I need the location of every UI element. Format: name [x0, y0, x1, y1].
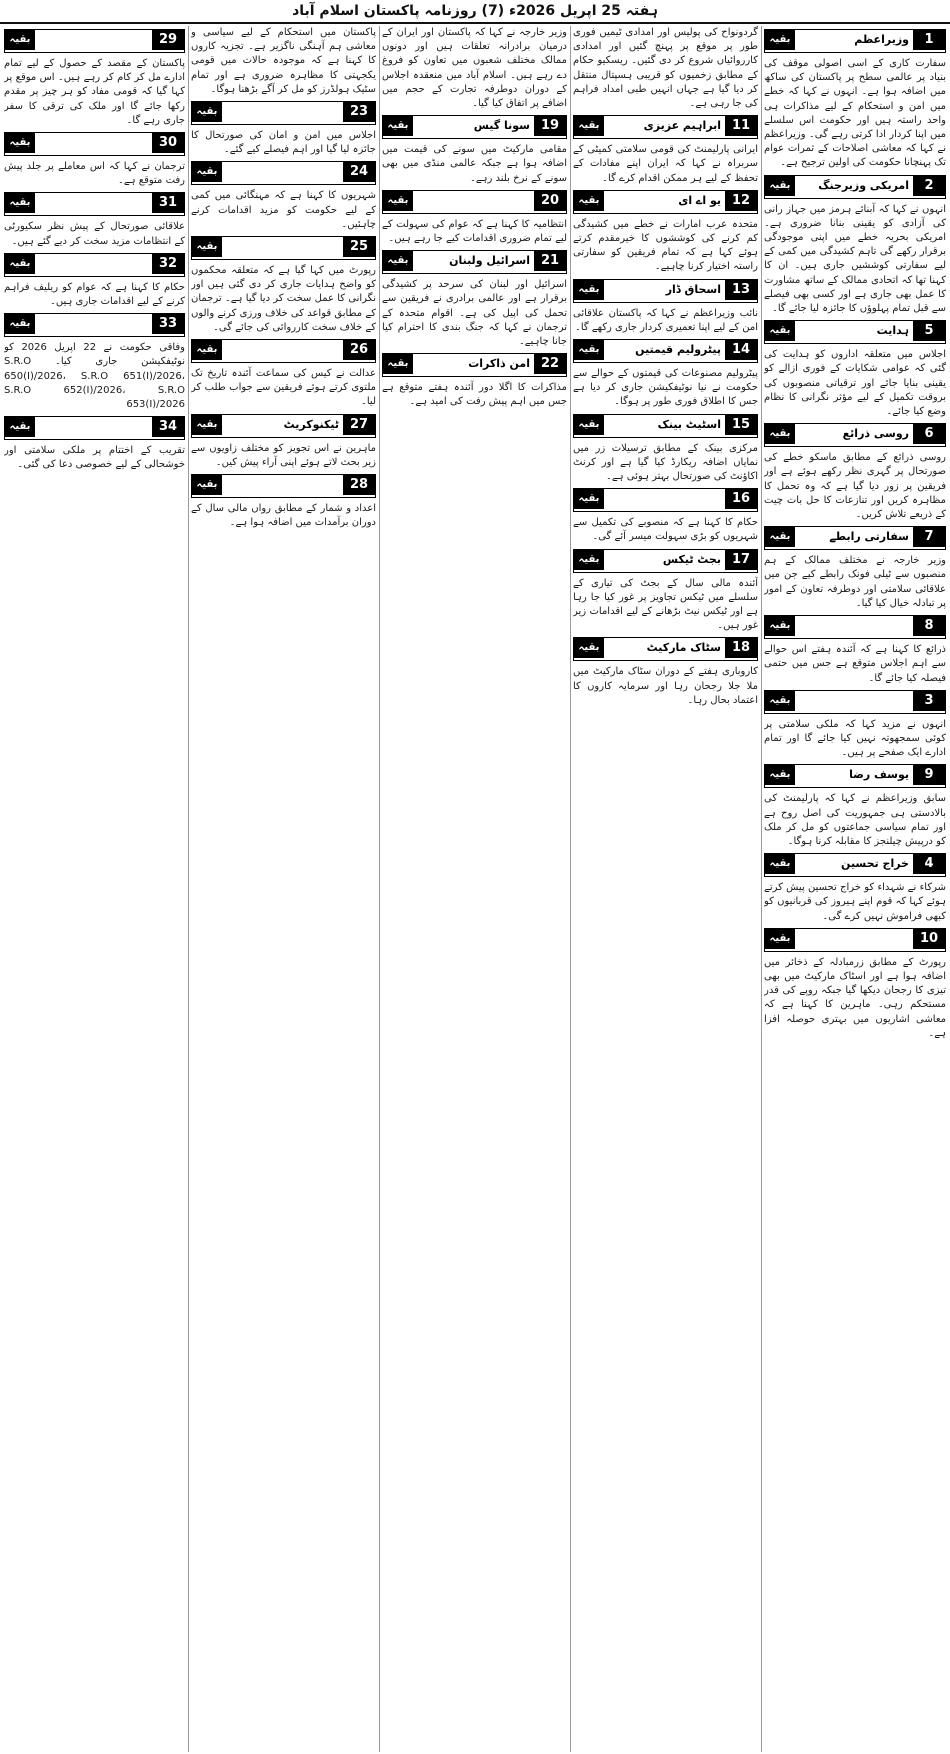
continuation-heading-8: [764, 615, 946, 639]
continuation-heading-23: [191, 101, 376, 125]
article-paragraph: مرکزی بینک کے مطابق ترسیلات زر میں نمایاں اضافہ ریکارڈ کیا گیا ہے اور کرنٹ اکاؤنٹ کی صورتحال بہتر ہوئی ہے۔: [573, 442, 758, 483]
continuation-tag: بقیہ: [574, 280, 604, 300]
continuation-heading-2: [764, 175, 946, 199]
continuation-heading-7: [764, 526, 946, 550]
continuation-tag: بقیہ: [383, 354, 413, 374]
continuation-heading-26: [191, 339, 376, 363]
continuation-heading-29: [4, 29, 185, 53]
article-paragraph: وفاقی حکومت نے 22 اپریل 2026 کو نوٹیفکیشن جاری کیا۔ S.R.O 650(I)/2026، S.R.O 651(I)/2026، S.R.O 652(I)/2026، S.R.O 653(I)/2026: [4, 342, 185, 411]
column-2: [573, 26, 758, 1752]
continuation-title: روسی ذرائع: [842, 427, 909, 441]
column-divider: [570, 26, 571, 1752]
continuation-title: اسحاق ڈار: [665, 282, 721, 296]
column-1: [764, 26, 946, 1752]
continuation-number: 9: [913, 765, 945, 785]
continuation-number: 12: [725, 191, 757, 211]
article-paragraph: گردونواح کی پولیس اور امدادی ٹیمیں فوری طور پر موقع پر پہنچ گئیں اور امدادی کارروائیاں شروع کر دی گئیں۔ ریسکیو حکام کے مطابق زخمیوں کو قریبی ہسپتال منتقل کر دیا گیا ہے جہاں انہیں طبی امداد فراہم کی جا رہی ہے۔: [573, 27, 758, 110]
article-paragraph: مقامی مارکیٹ میں سونے کی قیمت میں اضافہ ہوا ہے جبکہ عالمی منڈی میں بھی سونے کے نرخ بلند رہے۔: [382, 144, 567, 184]
continuation-heading-9: [764, 764, 946, 788]
article-paragraph: اجلاس میں متعلقہ اداروں کو ہدایت کی گئی کہ عوامی شکایات کے فوری ازالے کو یقینی بنایا جائے اور ترقیاتی منصوبوں کی بروقت تکمیل کے لیے مؤثر نگرانی کا نظام وضع کیا جائے۔: [764, 349, 946, 418]
column-divider: [761, 26, 762, 1752]
continuation-heading-28: [191, 474, 376, 498]
continuation-title: اسٹیٹ بینک: [657, 417, 721, 431]
continuation-title: یو اے ای: [678, 193, 721, 207]
article-paragraph: تقریب کے اختتام پر ملکی سلامتی اور خوشحالی کے لیے خصوصی دعا کی گئی۔: [4, 445, 185, 471]
continuation-title: سونا گیس: [473, 119, 530, 133]
article-paragraph: ماہرین نے اس تجویز کو مختلف زاویوں سے زیر بحث لاتے ہوئے اپنی آراء پیش کیں۔: [191, 442, 376, 468]
continuation-number: 18: [725, 638, 757, 658]
column-4: [191, 26, 376, 1752]
article-paragraph: مذاکرات کا اگلا دور آئندہ ہفتے متوقع ہے جس میں اہم پیش رفت کی امید ہے۔: [382, 382, 567, 408]
continuation-title: امن ذاکرات: [468, 357, 530, 371]
continuation-tag: بقیہ: [765, 176, 795, 196]
continuation-heading-3: [764, 690, 946, 714]
continuation-heading-18: [573, 637, 758, 661]
continuation-tag: بقیہ: [5, 133, 35, 153]
article-paragraph: رپورٹ کے مطابق زرمبادلہ کے ذخائر میں اضافہ ہوا ہے اور اسٹاک مارکیٹ میں بھی تیزی کا رجحان دیکھا گیا جبکہ روپے کی قدر مستحکم رہی۔ ماہرین کا کہنا ہے کہ معاشی اشاریوں میں بہتری حوصلہ افزا ہے۔: [764, 956, 946, 1039]
continuation-number: 7: [913, 527, 945, 547]
article-paragraph: رپورٹ میں کہا گیا ہے کہ متعلقہ محکموں کو واضح ہدایات جاری کر دی گئی ہیں اور نگرانی کا عمل سخت کر دیا گیا ہے۔ ترجمان کے مطابق قواعد کی خلاف ورزی کرنے والوں کے خلاف سخت کارروائی کی جائے گی۔: [191, 265, 376, 333]
continuation-tag: بقیہ: [574, 489, 604, 509]
continuation-heading-6: [764, 423, 946, 447]
continuation-number: 6: [913, 424, 945, 444]
continuation-number: 29: [152, 30, 184, 50]
continuation-tag: بقیہ: [574, 638, 604, 658]
article-paragraph: اجلاس میں امن و امان کی صورتحال کا جائزہ لیا گیا اور اہم فیصلے کیے گئے۔: [191, 130, 376, 156]
continuation-number: 21: [534, 251, 566, 271]
article-paragraph: عدالت نے کیس کی سماعت آئندہ تاریخ تک ملتوی کرتے ہوئے فریقین سے جواب طلب کر لیا۔: [191, 368, 376, 408]
continuation-tag: بقیہ: [765, 929, 795, 949]
continuation-number: 19: [534, 116, 566, 136]
continuation-number: 25: [343, 237, 375, 257]
article-paragraph: نائب وزیراعظم نے کہا کہ پاکستان علاقائی امن کے لیے اپنا تعمیری کردار جاری رکھے گا۔: [573, 307, 758, 333]
continuation-tag: بقیہ: [574, 340, 604, 360]
continuation-title: وزیراعظم: [854, 33, 909, 46]
article-paragraph: کاروباری ہفتے کے دوران سٹاک مارکیٹ میں ملا جلا رجحان رہا اور سرمایہ کاروں کا اعتماد بحال رہا۔: [573, 666, 758, 706]
continuation-heading-14: [573, 339, 758, 363]
article-paragraph: روسی ذرائع کے مطابق ماسکو خطے کی صورتحال پر گہری نظر رکھے ہوئے ہے اور فریقین پر زور دیا گیا ہے کہ وہ تحمل کا مظاہرہ کریں اور تنازعات کا حل بات چیت کے ذریعے تلاش کریں۔: [764, 452, 946, 521]
article-paragraph: شہریوں کا کہنا ہے کہ مہنگائی میں کمی کے لیے حکومت کو مزید اقدامات کرنے چاہئیں۔: [191, 190, 376, 230]
article-paragraph: سابق وزیراعظم نے کہا کہ پارلیمنٹ کی بالادستی ہی جمہوریت کی اصل روح ہے اور تمام سیاسی جماعتوں کو مل کر ملک کو درپیش چیلنجز کا مقابلہ کرنا ہوگا۔: [764, 793, 946, 847]
article-paragraph: شرکاء نے شہداء کو خراج تحسین پیش کرتے ہوئے کہا کہ قوم اپنے ہیروز کی قربانیوں کو کبھی فراموش نہیں کرے گی۔: [764, 882, 946, 922]
article-paragraph: حکام کا کہنا ہے کہ منصوبے کی تکمیل سے شہریوں کو بڑی سہولت میسر آئے گی۔: [573, 517, 758, 543]
continuation-tag: بقیہ: [765, 765, 795, 785]
continuation-tag: بقیہ: [765, 321, 795, 341]
continuation-tag: بقیہ: [765, 527, 795, 547]
continuation-number: 24: [343, 162, 375, 182]
article-paragraph: پاکستان میں استحکام کے لیے سیاسی و معاشی ہم آہنگی ناگزیر ہے۔ تجزیہ کاروں کا کہنا ہے کہ موجودہ حالات میں قومی یکجہتی کا مظاہرہ ضروری ہے اور تمام سٹیک ہولڈرز کو مل کر آگے بڑھنا ہوگا۔: [191, 27, 376, 95]
continuation-heading-34: [4, 416, 185, 440]
continuation-number: 10: [913, 929, 945, 949]
continuation-number: 33: [152, 314, 184, 334]
article-paragraph: آئندہ مالی سال کے بجٹ کی تیاری کے سلسلے میں ٹیکس تجاویز پر غور کیا جا رہا ہے اور ٹیکس نیٹ بڑھانے کے لیے اقدامات زیر غور ہیں۔: [573, 577, 758, 632]
continuation-tag: بقیہ: [192, 415, 222, 435]
continuation-tag: بقیہ: [5, 30, 35, 50]
continuation-heading-32: [4, 253, 185, 277]
continuation-number: 22: [534, 354, 566, 374]
continuation-tag: بقیہ: [192, 340, 222, 360]
continuation-heading-4: [764, 853, 946, 877]
continuation-heading-13: [573, 279, 758, 303]
article-paragraph: حکام کا کہنا ہے کہ عوام کو ریلیف فراہم کرنے کے لیے اقدامات جاری ہیں۔: [4, 281, 185, 308]
continuation-tag: بقیہ: [765, 616, 795, 636]
article-paragraph: وزیر خارجہ نے کہا کہ پاکستان اور ایران کے درمیان برادرانہ تعلقات ہیں اور دونوں ممالک مختلف شعبوں میں تعاون کو فروغ دے رہے ہیں۔ اسلام آباد میں منعقدہ اجلاس کے دوران دوطرفہ تجارت کے حجم میں اضافے پر اتفاق کیا گیا۔: [382, 27, 567, 110]
continuation-title: سفارتی رابطے: [829, 530, 909, 544]
continuation-title: بجٹ ٹیکس: [662, 552, 721, 566]
article-paragraph: علاقائی صورتحال کے پیش نظر سکیورٹی کے انتظامات مزید سخت کر دیے گئے ہیں۔: [4, 221, 185, 247]
article-paragraph: انہوں نے مزید کہا کہ ملکی سلامتی پر کوئی سمجھوتہ نہیں کیا جائے گا اور تمام ادارے ایک صفحے پر ہیں۔: [764, 718, 946, 759]
continuation-title: پیٹرولیم قیمتیں: [635, 343, 721, 357]
article-paragraph: سفارت کاری کے اسی اصولی موقف کی بنیاد پر عالمی سطح پر پاکستان کی ساکھ میں اضافہ ہوا ہے۔ انہوں نے کہا کہ خطے میں امن و استحکام کے لیے مذاکرات ہی واحد راستہ ہیں اور حکومت اس سلسلے میں اپنا کردار ادا کرتی رہے گی۔ وزیراعظم نے کہا کہ معاشی اصلاحات کے ثمرات عوام تک پہنچانا حکومت کی اولین ترجیح ہے۔: [764, 58, 946, 169]
continuation-tag: بقیہ: [192, 102, 222, 122]
continuation-number: 28: [343, 475, 375, 495]
continuation-heading-16: [573, 488, 758, 512]
continuation-tag: بقیہ: [5, 254, 35, 274]
continuation-heading-27: [191, 414, 376, 438]
continuation-number: 27: [343, 415, 375, 435]
continuation-number: 14: [725, 340, 757, 360]
article-paragraph: پیٹرولیم مصنوعات کی قیمتوں کے حوالے سے حکومت نے نیا نوٹیفکیشن جاری کر دیا ہے جس کا اطلاق فوری طور پر ہوگا۔: [573, 368, 758, 408]
continuation-tag: بقیہ: [765, 691, 795, 711]
article-paragraph: ذرائع کا کہنا ہے کہ آئندہ ہفتے اس حوالے سے اہم اجلاس متوقع ہے جس میں حتمی فیصلہ کیا جائے گا۔: [764, 644, 946, 684]
page-header: ہفتہ 25 اپریل 2026ء (7) روزنامہ پاکستان اسلام آباد: [0, 0, 950, 24]
continuation-number: 3: [913, 691, 945, 711]
continuation-heading-17: [573, 549, 758, 573]
continuation-number: 2: [913, 176, 945, 196]
continuation-number: 4: [913, 854, 945, 874]
continuation-tag: بقیہ: [192, 162, 222, 182]
continuation-number: 8: [913, 616, 945, 636]
continuation-title: سٹاک مارکیٹ: [646, 641, 721, 655]
continuation-heading-25: [191, 236, 376, 260]
article-paragraph: انتظامیہ کا کہنا ہے کہ عوام کی سہولت کے لیے تمام ضروری اقدامات کیے جا رہے ہیں۔: [382, 218, 567, 245]
continuation-tag: بقیہ: [765, 30, 795, 50]
continuation-heading-12: [573, 190, 758, 214]
continuation-tag: بقیہ: [192, 475, 222, 495]
article-paragraph: وزیر خارجہ نے مختلف ممالک کے ہم منصبوں سے ٹیلی فونک رابطے کیے جن میں علاقائی سلامتی اور دوطرفہ تعاون کے امور پر تبادلہ خیال کیا گیا۔: [764, 555, 946, 609]
continuation-heading-15: [573, 414, 758, 438]
continuation-number: 30: [152, 133, 184, 153]
continuation-heading-19: [382, 115, 567, 139]
continuation-tag: بقیہ: [574, 415, 604, 435]
column-5: [4, 26, 185, 1752]
continuation-heading-33: [4, 313, 185, 337]
column-divider: [379, 26, 380, 1752]
article-paragraph: اعداد و شمار کے مطابق رواں مالی سال کے دوران برآمدات میں اضافہ ہوا ہے۔: [191, 503, 376, 529]
continuation-tag: بقیہ: [5, 417, 35, 437]
column-divider: [188, 26, 189, 1752]
column-3: [382, 26, 567, 1752]
continuation-number: 26: [343, 340, 375, 360]
continuation-tag: بقیہ: [383, 251, 413, 271]
continuation-tag: بقیہ: [574, 191, 604, 211]
continuation-tag: بقیہ: [5, 193, 35, 213]
continuation-number: 17: [725, 550, 757, 570]
continuation-tag: بقیہ: [765, 854, 795, 874]
continuation-heading-20: [382, 190, 567, 214]
continuation-heading-24: [191, 161, 376, 185]
continuation-tag: بقیہ: [574, 116, 604, 136]
continuation-number: 11: [725, 116, 757, 136]
continuation-tag: بقیہ: [192, 237, 222, 257]
continuation-title: خراج تحسین: [841, 857, 909, 871]
continuation-heading-10: [764, 928, 946, 952]
continuation-heading-31: [4, 192, 185, 216]
continuation-title: ہدایت: [876, 324, 909, 338]
continuation-number: 20: [534, 191, 566, 211]
continuation-heading-22: [382, 353, 567, 377]
continuation-number: 13: [725, 280, 757, 300]
continuation-number: 1: [913, 30, 945, 50]
article-paragraph: انہوں نے کہا کہ آبنائے ہرمز میں جہاز رانی کی آزادی کو یقینی بنانا ضروری ہے۔ امریکی بحریہ خطے میں اپنی موجودگی برقرار رکھے گی تاہم کشیدگی میں کمی کے لیے سفارتی کوششیں جاری ہیں۔ ان کا کہنا تھا کہ اتحادی ممالک کے ساتھ مشاورت کا عمل بھی جاری ہے اور کسی بھی فیصلے سے قبل تمام پہلوؤں کا جائزہ لیا جائے گا۔: [764, 203, 946, 315]
continuation-title: ابراہیم عزیزی: [643, 119, 721, 133]
continuation-title: اسرائیل ولبنان: [449, 254, 530, 268]
continuation-title: یوسف رضا: [849, 768, 909, 782]
continuation-tag: بقیہ: [574, 550, 604, 570]
continuation-number: 23: [343, 102, 375, 122]
article-paragraph: ترجمان نے کہا کہ اس معاملے پر جلد پیش رفت متوقع ہے۔: [4, 161, 185, 187]
continuation-tag: بقیہ: [765, 424, 795, 444]
continuation-heading-21: [382, 250, 567, 274]
continuation-title: ٹیکنوکریٹ: [283, 417, 339, 431]
article-paragraph: ایرانی پارلیمنٹ کی قومی سلامتی کمیٹی کے سربراہ نے کہا کہ ایران اپنے مفادات کے تحفظ کے لیے ہر ممکن اقدام کرے گا۔: [573, 144, 758, 184]
continuation-heading-30: [4, 132, 185, 156]
continuation-number: 15: [725, 415, 757, 435]
continuation-heading-1: [764, 29, 946, 53]
continuation-tag: بقیہ: [5, 314, 35, 334]
continuation-tag: بقیہ: [383, 191, 413, 211]
continuation-heading-5: [764, 320, 946, 344]
continuation-number: 34: [152, 417, 184, 437]
continuation-number: 5: [913, 321, 945, 341]
article-paragraph: اسرائیل اور لبنان کی سرحد پر کشیدگی برقرار ہے اور عالمی برادری نے فریقین سے تحمل کی اپیل کی ہے۔ اقوام متحدہ کے ترجمان نے کہا کہ جنگ بندی کا احترام کیا جانا چاہیے۔: [382, 279, 567, 348]
continuation-number: 31: [152, 193, 184, 213]
continuation-tag: بقیہ: [383, 116, 413, 136]
continuation-title: امریکی وزیرجنگ: [818, 178, 909, 192]
article-paragraph: متحدہ عرب امارات نے خطے میں کشیدگی کم کرنے کی کوششوں کا خیرمقدم کرتے ہوئے کہا ہے کہ تمام فریقین کو سفارتی راستہ اختیار کرنا چاہیے۔: [573, 218, 758, 273]
continuation-number: 16: [725, 489, 757, 509]
continuation-number: 32: [152, 254, 184, 274]
continuation-heading-11: [573, 115, 758, 139]
article-paragraph: پاکستان کے مقصد کے حصول کے لیے تمام ادارے مل کر کام کر رہے ہیں۔ اس موقع پر کہا گیا کہ قومی مفاد کو ہر چیز پر مقدم رکھا جائے گا اور ملک کی ترقی کا سفر جاری رہے گا۔: [4, 58, 185, 126]
